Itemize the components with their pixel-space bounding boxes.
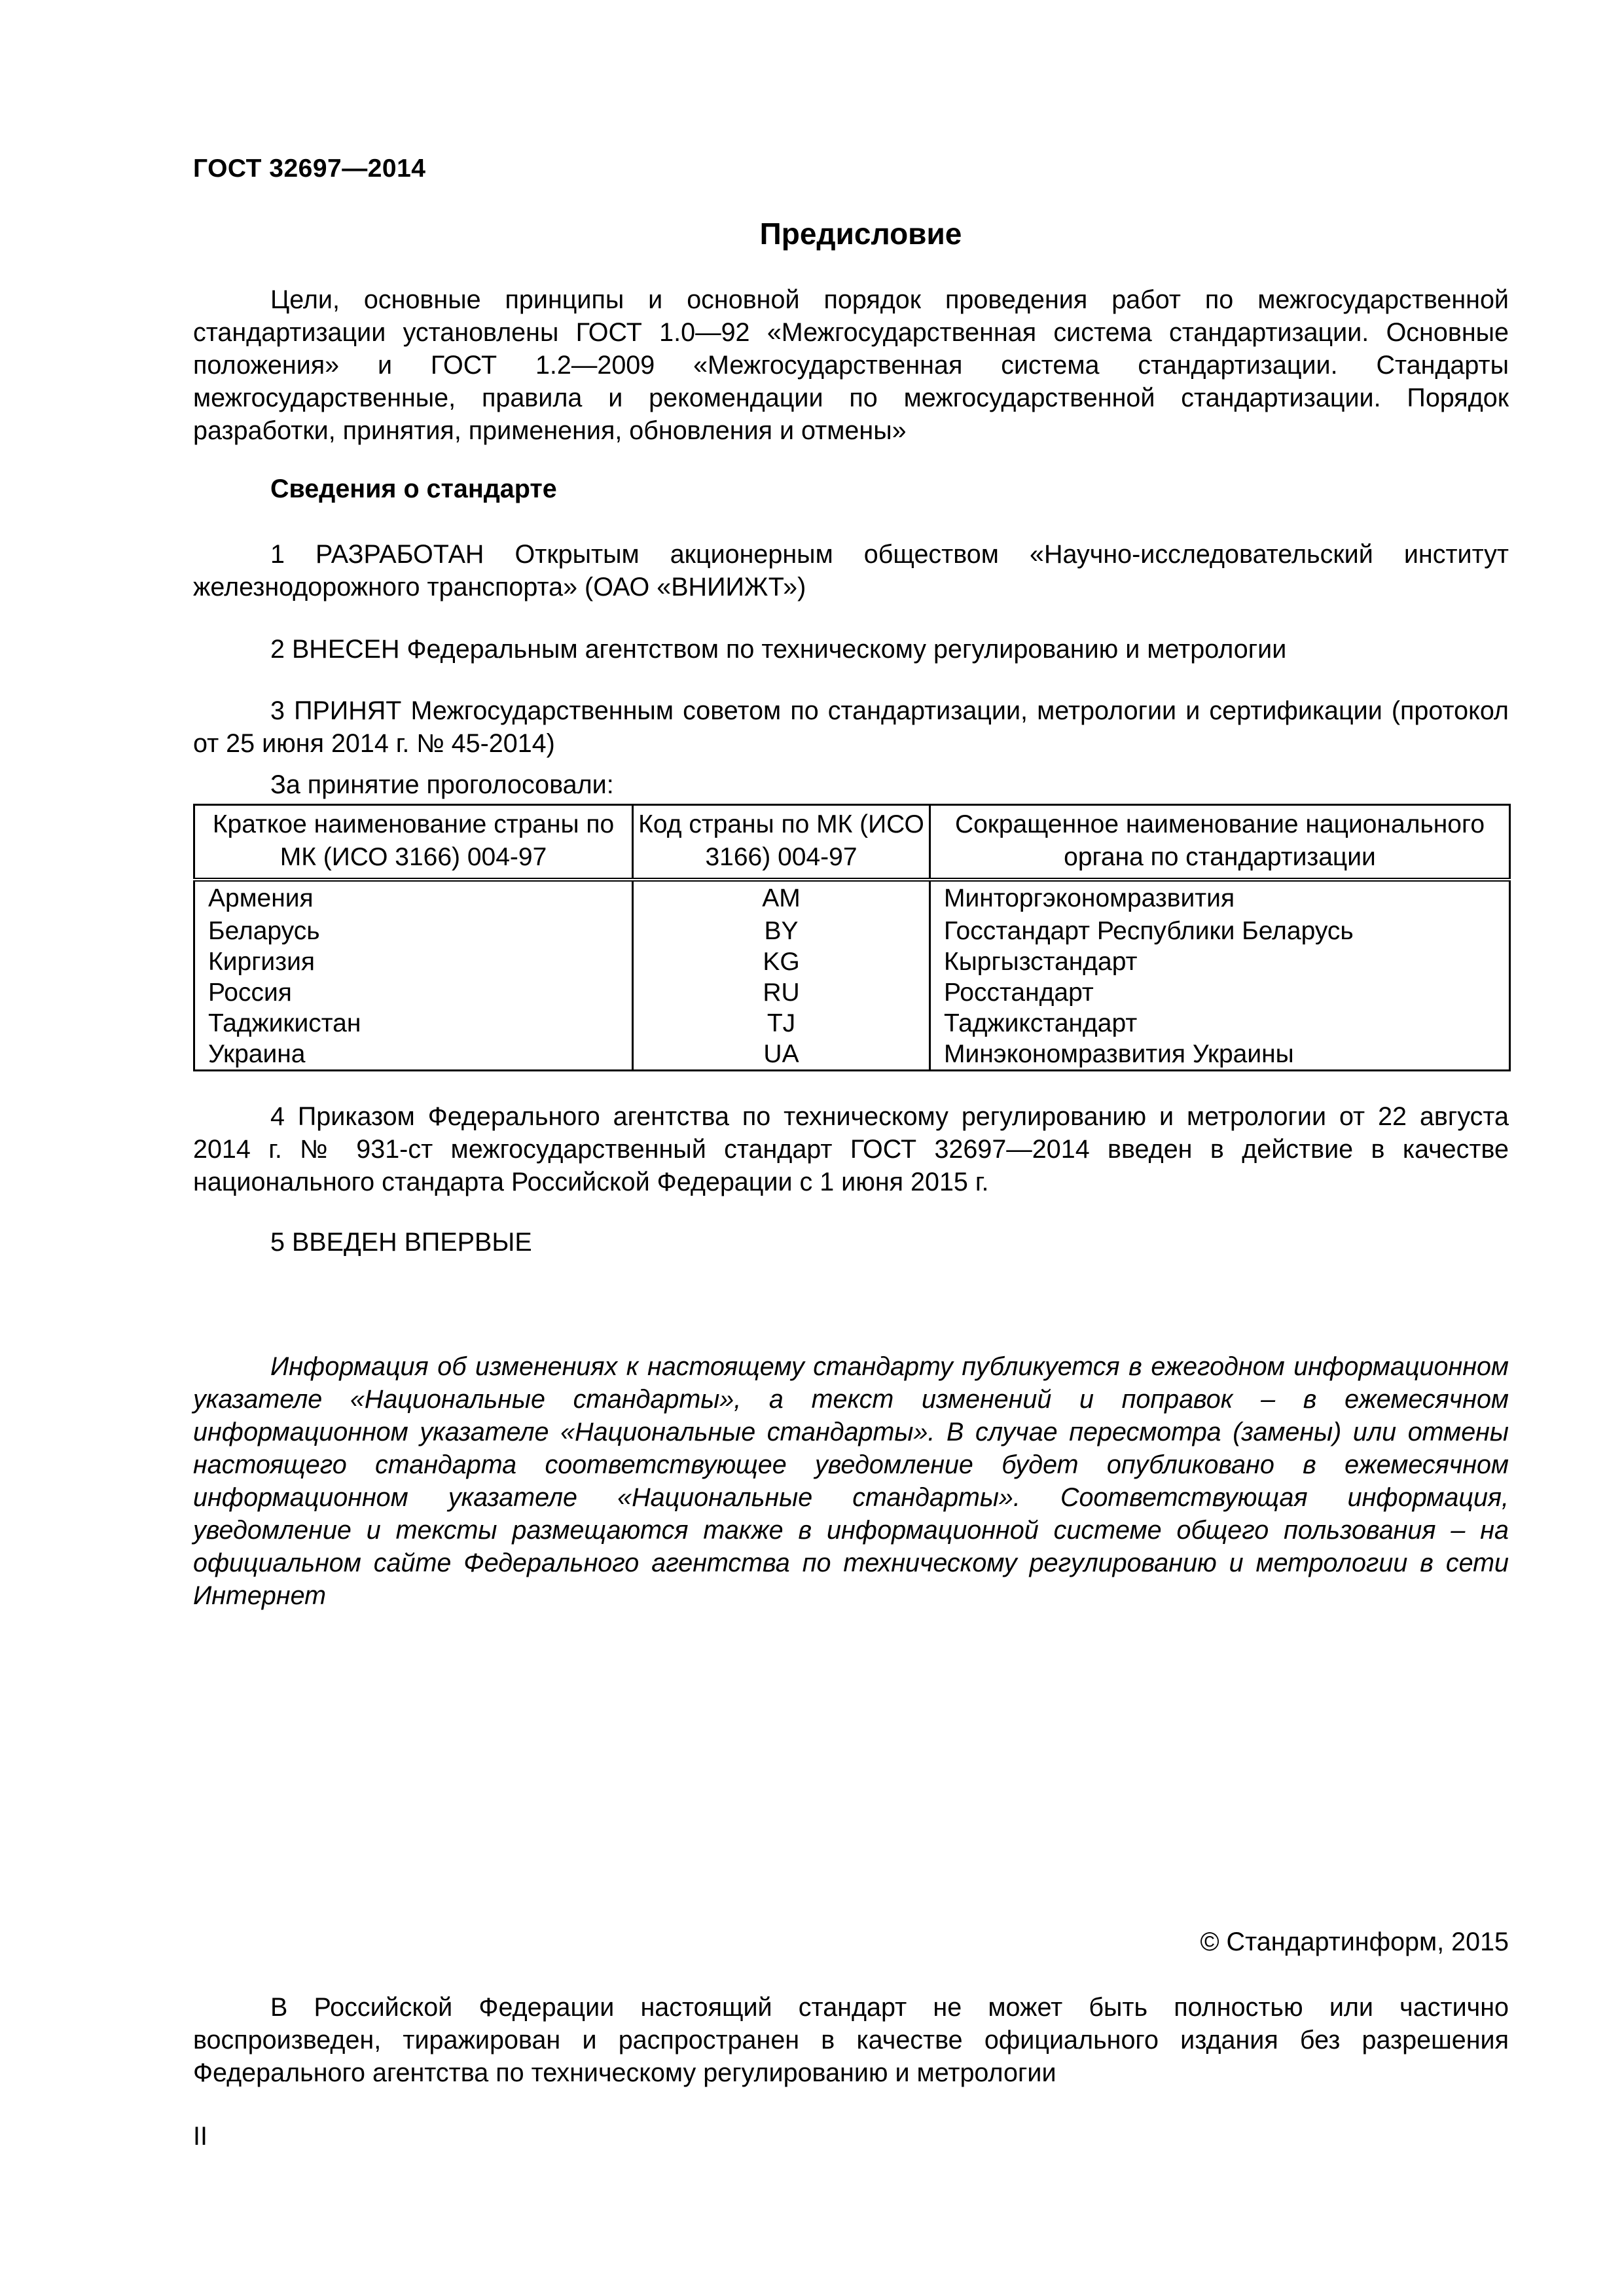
cell-standards-body: Минэкономразвития Украины [930,1039,1510,1071]
cell-country: Беларусь [194,916,633,946]
cell-country: Россия [194,977,633,1008]
table-row [194,977,1510,1008]
info-heading: Сведения о стандарте [270,475,557,503]
cell-country: Киргизия [194,946,633,977]
cell-standards-body: Кыргызстандарт [930,946,1510,977]
intro-paragraph: Цели, основные принципы и основной порядок проведения работ по межгосударственной стандартизации установлены ГОСТ 1.0—92 «Межгосударственная система стандартизации. Основные положения» и ГОСТ 1.2—2009 «Межгосударственная система стандартизации. Стандарты межгосударственные, правила и рекомендации по межгосударственной стандартизации. Порядок разработки, принятия, применения, обновления и отмены» [193,285,1509,445]
document-code: ГОСТ 32697—2014 [193,154,426,183]
item-1-developed: 1 РАЗРАБОТАН Открытым акционерным обществом «Научно-исследовательский институт железнодорожного транспорта» (ОАО «ВНИИЖТ») [193,540,1509,601]
page-title: Предисловие [759,217,962,251]
cell-code: BY [633,916,930,946]
header-standards-body: Сокращенное наименование национального органа по стандартизации [930,805,1510,880]
cell-standards-body: Таджикстандарт [930,1008,1510,1039]
header-country: Краткое наименование страны по МК (ИСО 3166) 004-97 [194,805,633,880]
cell-standards-body: Минторгэкономразвития [930,880,1510,916]
cell-code: AM [633,880,930,916]
table-row [194,1039,1510,1071]
vote-caption: За принятие проголосовали: [270,770,614,799]
item-2-submitted: 2 ВНЕСЕН Федеральным агентством по техническому регулированию и метрологии [270,635,1287,664]
table-row [194,916,1510,946]
table-row [194,946,1510,977]
cell-standards-body: Госстандарт Республики Беларусь [930,916,1510,946]
vote-table [193,804,1511,1071]
table-row [194,1008,1510,1039]
cell-code: RU [633,977,930,1008]
item-4-enactment: 4 Приказом Федерального агентства по техническому регулированию и метрологии от 22 августа 2014 г. № 931-ст межгосударственный стандарт ГОСТ 32697—2014 введен в действие в качестве национального стандарта Российской Федерации с 1 июня 2015 г. [193,1102,1509,1196]
vote-table-header-row [194,805,1510,880]
item-3-adopted: 3 ПРИНЯТ Межгосударственным советом по стандартизации, метрологии и сертификации (протокол от 25 июня 2014 г. № 45-2014) [193,696,1509,758]
cell-country: Таджикистан [194,1008,633,1039]
cell-code: TJ [633,1008,930,1039]
cell-standards-body: Росстандарт [930,977,1510,1008]
item-5-introduced: 5 ВВЕДЕН ВПЕРВЫЕ [270,1228,532,1257]
copyright-line: © Стандартинформ, 2015 [1200,1928,1509,1956]
cell-country: Украина [194,1039,633,1071]
cell-country: Армения [194,880,633,916]
reproduction-notice: В Российской Федерации настоящий стандарт не может быть полностью или частично воспроизведен, тиражирован и распространен в качестве официального издания без разрешения Федерального агентства по техническому регулированию и метрологии [193,1993,1509,2087]
page-number: II [193,2122,208,2151]
cell-code: KG [633,946,930,977]
cell-code: UA [633,1039,930,1071]
table-row [194,880,1510,916]
changes-notice: Информация об изменениях к настоящему стандарту публикуется в ежегодном информационном указателе «Национальные стандарты», а текст изменений и поправок – в ежемесячном информационном указателе «Национальные стандарты». В случае пересмотра (замены) или отмены настоящего стандарта соответствующее уведомление будет опубликовано в ежемесячном информационном указателе «Национальные стандарты». Соответствующая информация, уведомление и тексты размещаются также в информационной системе общего пользования – на официальном сайте Федерального агентства по техническому регулированию и метрологии в сети Интернет [193,1352,1509,1610]
header-code: Код страны по МК (ИСО 3166) 004-97 [633,805,930,880]
